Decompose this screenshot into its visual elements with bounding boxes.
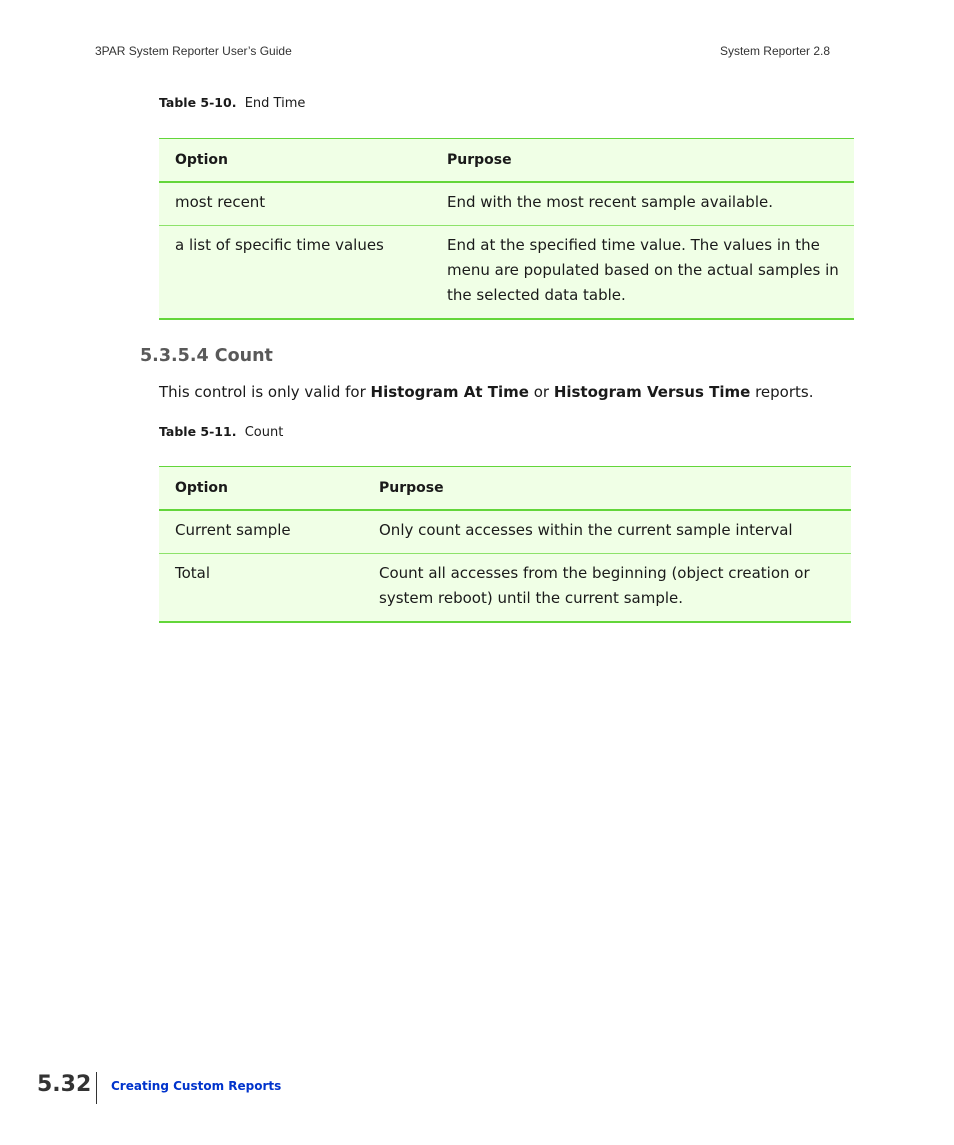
- running-header-version: System Reporter 2.8: [719, 44, 830, 58]
- option-cell: Current sample: [159, 510, 379, 554]
- table-row: [159, 554, 851, 623]
- intro-emphasis: Histogram Versus Time: [553, 383, 751, 401]
- table-row: [159, 226, 854, 320]
- table-caption-count: [159, 424, 283, 440]
- option-cell: most recent: [159, 182, 447, 226]
- section-heading: 5.3.5.4 Count: [140, 346, 273, 366]
- intro-emphasis: Histogram At Time: [370, 383, 529, 401]
- intro-text: or: [528, 383, 554, 401]
- table-row: [159, 182, 854, 226]
- purpose-cell: End with the most recent sample available.: [447, 182, 854, 226]
- table-caption-title: End Time: [244, 96, 306, 111]
- page-number: 5.32: [37, 1072, 92, 1097]
- column-header-purpose: Purpose: [447, 139, 854, 183]
- column-header-option: Option: [159, 139, 447, 183]
- option-cell: a list of specific time values: [159, 226, 447, 320]
- footer-divider: [96, 1072, 97, 1104]
- chapter-title-link[interactable]: Creating Custom Reports: [111, 1079, 282, 1093]
- intro-text: reports.: [750, 383, 814, 401]
- purpose-cell: Count all accesses from the beginning (object creation or system reboot) until the current sample.: [379, 554, 851, 623]
- purpose-cell: End at the specified time value. The values in the menu are populated based on the actual samples in the selected data table.: [447, 226, 854, 320]
- option-cell: Total: [159, 554, 379, 623]
- purpose-cell: Only count accesses within the current sample interval: [379, 510, 851, 554]
- table-header-row: [159, 139, 854, 183]
- intro-text: This control is only valid for: [159, 383, 371, 401]
- table-row: [159, 510, 851, 554]
- intro-paragraph: [159, 383, 814, 401]
- column-header-option: Option: [159, 467, 379, 511]
- table-caption-number: Table 5-10.: [159, 95, 237, 110]
- table-caption-title: Count: [244, 425, 284, 440]
- table-caption-number: Table 5-11.: [159, 424, 237, 439]
- table-caption-end-time: [159, 95, 305, 111]
- column-header-purpose: Purpose: [379, 467, 851, 511]
- running-header-title: 3PAR System Reporter User’s Guide: [95, 44, 292, 58]
- end-time-table: [159, 138, 854, 320]
- table-header-row: [159, 467, 851, 511]
- count-table: [159, 466, 851, 623]
